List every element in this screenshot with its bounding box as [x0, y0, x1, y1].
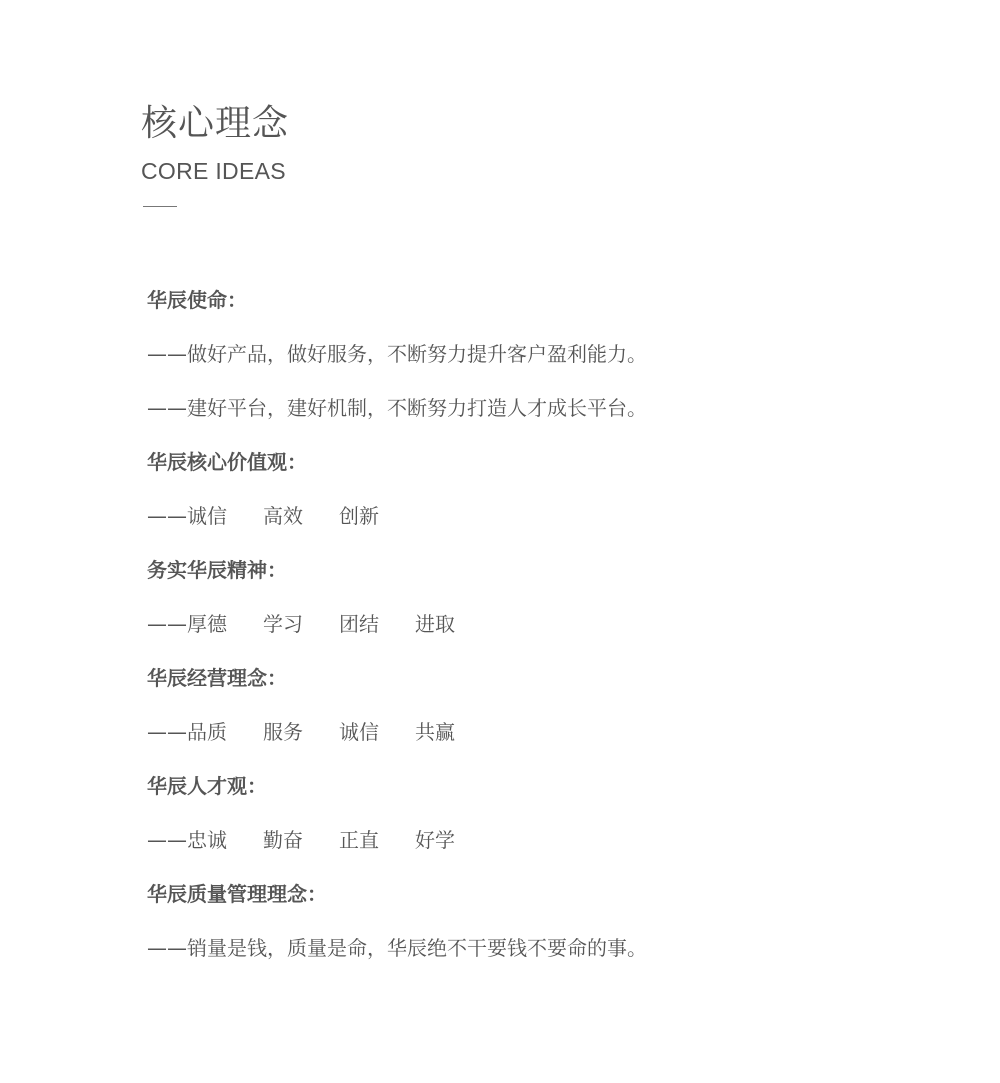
business-word: 服务: [263, 720, 303, 744]
value-word: 高效: [263, 504, 303, 528]
core-values-line: [147, 496, 907, 550]
spirit-heading: 务实华辰精神：: [147, 558, 287, 582]
mission-line-1: ——做好产品，做好服务，不断努力提升客户盈利能力。: [147, 342, 647, 366]
talent-view-line: [147, 820, 907, 874]
section-header: [141, 100, 289, 207]
business-philosophy-heading: 华辰经营理念：: [147, 666, 287, 690]
value-word: 诚信: [187, 504, 227, 528]
dash: ——: [147, 612, 187, 636]
quality-management-line: ——销量是钱，质量是命，华辰绝不干要钱不要命的事。: [147, 936, 647, 960]
dash: ——: [147, 504, 187, 528]
dash: ——: [147, 720, 187, 744]
spirit-line: [147, 604, 907, 658]
spirit-word: 团结: [339, 612, 379, 636]
talent-word: 忠诚: [187, 828, 227, 852]
spirit-word: 进取: [415, 612, 455, 636]
business-philosophy-line: [147, 712, 907, 766]
mission-line-2: ——建好平台，建好机制，不断努力打造人才成长平台。: [147, 396, 647, 420]
page-title: 核心理念: [141, 103, 290, 144]
business-word: 共赢: [415, 720, 455, 744]
spirit-word: 学习: [263, 612, 303, 636]
value-word: 创新: [339, 504, 379, 528]
title-divider: [143, 206, 177, 207]
dash: ——: [147, 828, 187, 852]
talent-word: 正直: [339, 828, 379, 852]
talent-view-heading: 华辰人才观：: [147, 774, 267, 798]
mission-heading: 华辰使命：: [147, 288, 247, 312]
spirit-word: 厚德: [187, 612, 227, 636]
core-ideas-content: [147, 280, 907, 982]
talent-word: 好学: [415, 828, 455, 852]
business-word: 诚信: [339, 720, 379, 744]
quality-management-heading: 华辰质量管理理念：: [147, 882, 327, 906]
core-values-heading: 华辰核心价值观：: [147, 450, 307, 474]
talent-word: 勤奋: [263, 828, 303, 852]
page-subtitle: CORE IDEAS: [141, 158, 286, 184]
business-word: 品质: [187, 720, 227, 744]
